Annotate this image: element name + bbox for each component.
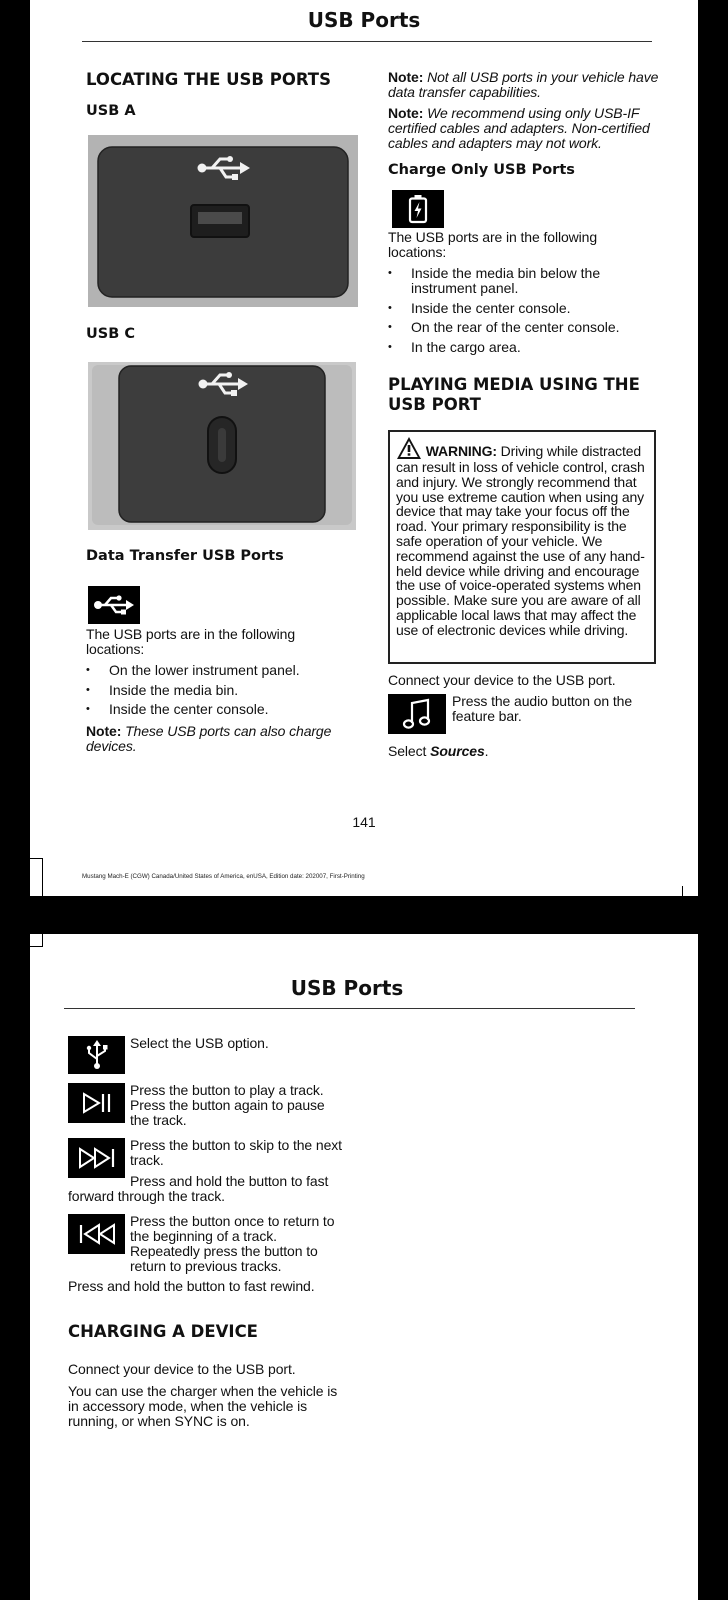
warning-triangle-icon bbox=[396, 436, 422, 460]
usb-trident-icon bbox=[68, 1036, 125, 1074]
page-title: USB Ports bbox=[307, 8, 421, 32]
list-item: • Inside the center console. bbox=[388, 301, 658, 316]
warning-text: Driving while distracted can result in loss of vehicle control, crash and injury. We strongly recommend that you use extreme caution when using any device that may take your focus off the road. Your primary responsibility is the safe operation of your vehicle. We recommend against the use of any hand-held device while driving and encourage the use of voice-operated systems when possible. Make sure you are aware of all applicable local laws that may affect the use of electronic devices while driving. bbox=[396, 443, 645, 638]
playing-media-heading: PLAYING MEDIA USING THE USB PORT bbox=[388, 375, 640, 414]
charge-note bbox=[86, 724, 351, 754]
crop-mark bbox=[42, 858, 43, 896]
charge-only-intro: The USB ports are in the following locations: bbox=[388, 229, 598, 260]
fast-forward-text: Press and hold the button to fast forward through the track. bbox=[68, 1173, 329, 1204]
data-transfer-heading: Data Transfer USB Ports bbox=[86, 548, 284, 564]
usb-icon bbox=[88, 586, 140, 624]
usb-a-heading: USB A bbox=[86, 103, 136, 119]
list-item: • In the cargo area. bbox=[388, 340, 658, 355]
step-text: Press the button once to return to the beginning of a track. Repeatedly press the button to return to previous tracks. bbox=[130, 1213, 335, 1274]
note-text: These USB ports can also charge devices. bbox=[86, 723, 332, 754]
warning-box bbox=[388, 430, 656, 664]
battery-charging-icon bbox=[392, 190, 444, 228]
usb-c-heading: USB C bbox=[86, 326, 135, 342]
list-item: • Inside the media bin below the instrument panel. bbox=[388, 266, 658, 296]
sources-label: Sources bbox=[430, 743, 485, 759]
page-number: 141 bbox=[352, 814, 376, 830]
charging-heading: CHARGING A DEVICE bbox=[68, 1322, 258, 1341]
connect-device-text: Connect your device to the USB port. bbox=[388, 672, 616, 688]
crop-mark bbox=[42, 934, 43, 947]
manual-page-142 bbox=[30, 934, 698, 1600]
step-text: Press the button to skip to the next track. bbox=[130, 1137, 342, 1168]
page-title: USB Ports bbox=[290, 976, 404, 1000]
locating-heading: LOCATING THE USB PORTS bbox=[86, 70, 331, 89]
fast-rewind-text: Press and hold the button to fast rewind. bbox=[68, 1278, 315, 1294]
list-item: • On the rear of the center console. bbox=[388, 320, 658, 335]
play-pause-icon bbox=[68, 1083, 125, 1123]
data-transfer-locations bbox=[86, 663, 346, 722]
select-sources-text bbox=[388, 744, 658, 759]
select-prefix: Select bbox=[388, 743, 431, 759]
title-divider bbox=[64, 1008, 635, 1009]
select-suffix: . bbox=[484, 743, 489, 759]
cable-note bbox=[388, 106, 663, 151]
skip-forward-icon bbox=[68, 1138, 125, 1178]
list-item: • Inside the center console. bbox=[86, 702, 346, 717]
data-capability-note bbox=[388, 70, 663, 100]
manual-page-141 bbox=[30, 0, 698, 896]
note-text: Not all USB ports in your vehicle have data transfer capabilities. bbox=[388, 69, 659, 100]
note-label: Note: bbox=[388, 69, 424, 85]
edition-footer: Mustang Mach-E (CGW) Canada/United States of America, enUSA, Edition date: 202007, First-Printing bbox=[82, 873, 365, 880]
data-transfer-intro: The USB ports are in the following locations: bbox=[86, 626, 296, 657]
usb-a-port-photo bbox=[88, 135, 358, 307]
list-item: • On the lower instrument panel. bbox=[86, 663, 346, 678]
step-text: Press the button to play a track. Press the button again to pause the track. bbox=[130, 1082, 325, 1128]
note-text: We recommend using only USB-IF certified cables and adapters. Non-certified cables and adapters may not work. bbox=[388, 105, 650, 151]
list-item: • Inside the media bin. bbox=[86, 683, 346, 698]
note-label: Note: bbox=[388, 105, 424, 121]
crop-mark bbox=[682, 886, 683, 896]
charging-connect-text: Connect your device to the USB port. bbox=[68, 1361, 296, 1377]
music-note-icon bbox=[388, 694, 446, 734]
note-label: Note: bbox=[86, 723, 122, 739]
usb-c-port-photo bbox=[88, 362, 356, 530]
title-divider bbox=[82, 41, 652, 42]
warning-label: WARNING: bbox=[425, 443, 497, 459]
charging-description: You can use the charger when the vehicle is in accessory mode, when the vehicle is running, or when SYNC is on. bbox=[68, 1383, 338, 1429]
step-text: Select the USB option. bbox=[130, 1035, 269, 1051]
charge-only-locations bbox=[388, 266, 658, 359]
charge-only-heading: Charge Only USB Ports bbox=[388, 162, 575, 178]
audio-button-text: Press the audio button on the feature bar. bbox=[452, 693, 633, 724]
